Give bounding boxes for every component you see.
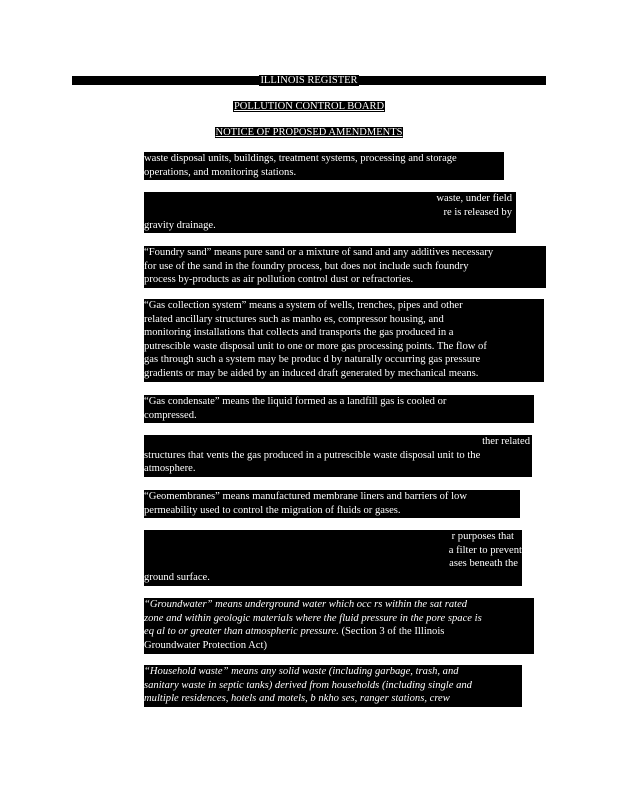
text-line: re is released by bbox=[443, 206, 512, 218]
paragraph-groundwater-def bbox=[144, 598, 534, 654]
paragraph-household-waste-def bbox=[144, 665, 522, 707]
text-line: ther related bbox=[482, 436, 530, 447]
text-line: monitoring installations that collects and transports the gas produced in a bbox=[144, 327, 454, 338]
text-line: “Groundwater” means underground water which occ rs within the sat rated bbox=[144, 599, 468, 610]
text-line: waste disposal units, buildings, treatment systems, processing and storage bbox=[144, 153, 457, 164]
notice-title bbox=[0, 127, 618, 139]
text-line: structures that vents the gas produced in a putrescible waste disposal unit to the bbox=[144, 449, 481, 461]
text-line: waste, under field bbox=[436, 193, 512, 204]
text-fragment: (Section 3 of the Illinois bbox=[338, 626, 445, 637]
board-title-text: POLLUTION CONTROL BOARD bbox=[233, 101, 385, 112]
text-line: permeability used to control the migration of fluids or gases. bbox=[144, 504, 401, 516]
paragraph-foundry-sand-def bbox=[144, 246, 546, 288]
text-line: Groundwater Protection Act) bbox=[144, 639, 267, 651]
text-line: “Geomembranes” means manufactured membrane liners and barriers of low bbox=[144, 491, 467, 502]
notice-title-text: NOTICE OF PROPOSED AMENDMENTS bbox=[215, 127, 403, 138]
register-title-text: ILLINOIS REGISTER bbox=[260, 75, 358, 86]
paragraph-gas-condensate-def bbox=[144, 395, 534, 423]
text-line: r purposes that bbox=[451, 531, 514, 542]
text-line: multiple residences, hotels and motels, b nkho ses, ranger stations, crew bbox=[144, 693, 450, 704]
text-line: gravity drainage. bbox=[144, 220, 216, 231]
text-line: gas through such a system may be produc d by naturally occurring gas pressure bbox=[144, 354, 481, 365]
paragraph-gas-venting-def bbox=[144, 435, 532, 477]
text-fragment: eq al to or greater than atmospheric pressure. bbox=[144, 626, 339, 637]
text-line: zone and within geologic materials where the fluid pressure in the pore space is bbox=[144, 612, 482, 624]
register-title bbox=[0, 75, 618, 87]
text-line: “Gas condensate” means the liquid formed as a landfill gas is cooled or bbox=[144, 396, 447, 407]
paragraph-geomembranes-def bbox=[144, 490, 520, 518]
text-line: a filter to prevent bbox=[448, 544, 522, 556]
text-line: related ancillary structures such as manho es, compressor housing, and bbox=[144, 313, 444, 325]
text-line: putrescible waste disposal unit to one or more gas processing points. The flow of bbox=[144, 340, 487, 352]
text-line: “Gas collection system” means a system of wells, trenches, pipes and other bbox=[144, 300, 463, 311]
text-line: atmosphere. bbox=[144, 463, 196, 474]
paragraph-facility-def bbox=[144, 152, 504, 180]
text-line: “Household waste” means any solid waste (including garbage, trash, and bbox=[144, 666, 459, 677]
text-line: ground surface. bbox=[144, 571, 210, 583]
text-line: process by-products as air pollution control dust or refractories. bbox=[144, 274, 414, 285]
text-line: compressed. bbox=[144, 409, 197, 421]
text-line: “Foundry sand” means pure sand or a mixture of sand and any additives necessary bbox=[144, 247, 494, 258]
board-title bbox=[0, 101, 618, 113]
text-line: ases beneath the bbox=[449, 558, 518, 569]
paragraph-free-liquids-def bbox=[144, 192, 516, 233]
text-line: for use of the sand in the foundry process, but does not include such foundry bbox=[144, 260, 469, 272]
text-line bbox=[144, 625, 534, 639]
text-line: sanitary waste in septic tanks) derived from households (including single and bbox=[144, 679, 472, 691]
text-line: gradients or may be aided by an induced draft generated by mechanical means. bbox=[144, 367, 479, 379]
paragraph-geotextiles-def bbox=[144, 530, 522, 586]
paragraph-gas-collection-def bbox=[144, 299, 544, 382]
text-line: operations, and monitoring stations. bbox=[144, 166, 297, 178]
